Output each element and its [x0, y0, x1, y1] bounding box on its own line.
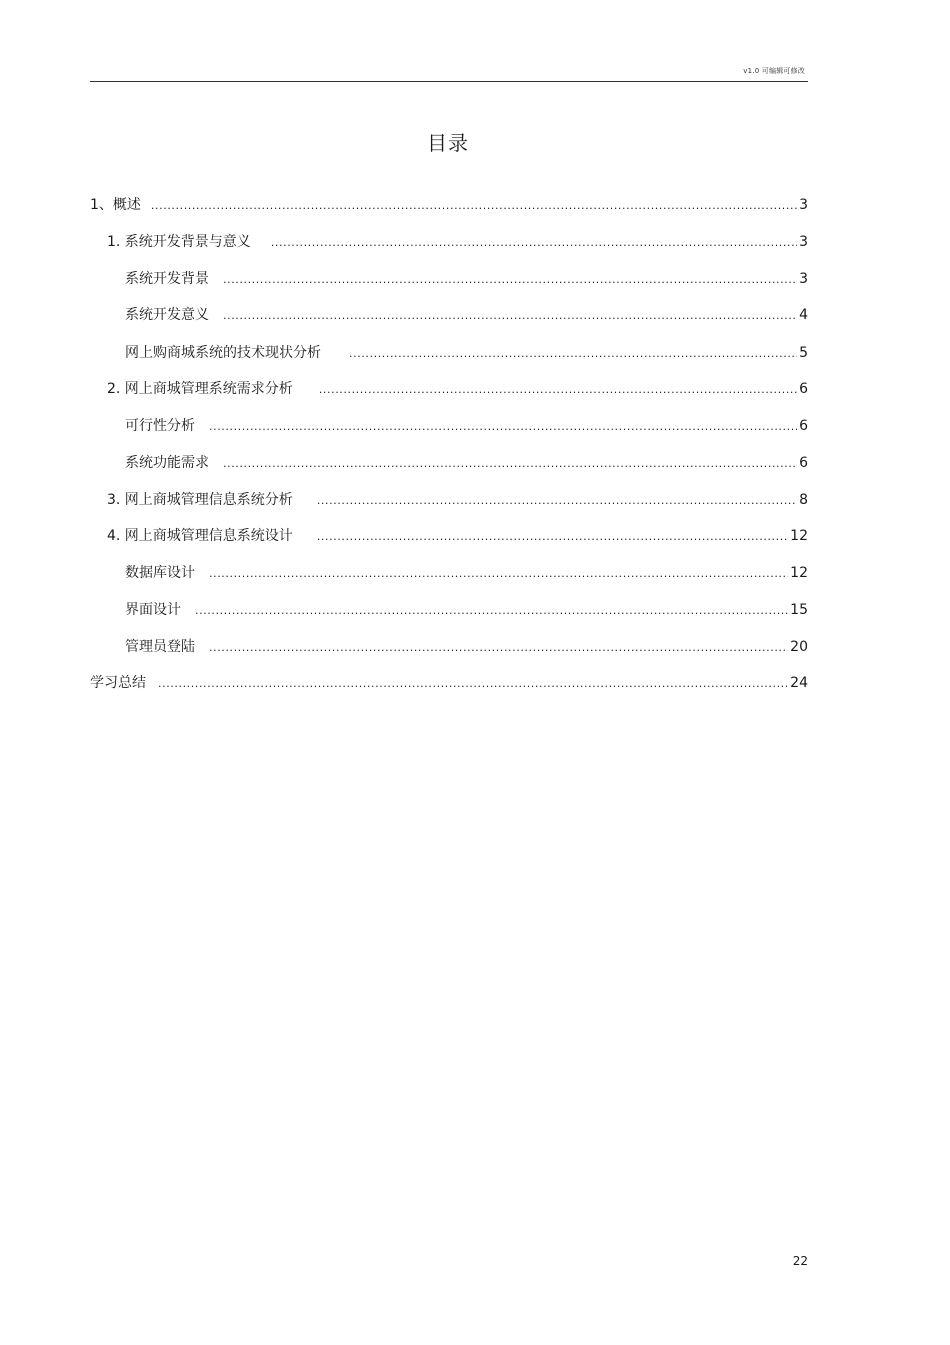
toc-dot-leader: [317, 526, 788, 548]
toc-entry[interactable]: [125, 452, 808, 474]
toc-entry-page: 6: [799, 381, 808, 397]
toc-entry[interactable]: [107, 525, 808, 547]
toc-entry-page: 8: [799, 492, 808, 508]
footer-page-number: 22: [792, 1254, 808, 1268]
toc-entry[interactable]: [107, 378, 808, 400]
toc-entry-page: 12: [790, 565, 808, 581]
toc-entry-label: 网上购商城系统的技术现状分析: [125, 345, 321, 361]
toc-entry[interactable]: [125, 268, 808, 290]
header-rule: [90, 81, 808, 82]
toc-dot-leader: [319, 379, 797, 401]
toc-entry[interactable]: [107, 489, 808, 511]
toc-dot-leader: [271, 232, 797, 254]
toc-entry-label: 3. 网上商城管理信息系统分析: [107, 492, 293, 508]
toc-entry[interactable]: [125, 636, 808, 658]
toc-entry[interactable]: [90, 194, 808, 216]
toc-title: 目录: [427, 131, 469, 155]
toc-dot-leader: [158, 673, 788, 695]
toc-entry-label: 学习总结: [90, 675, 146, 691]
toc-entry-label: 管理员登陆: [125, 639, 195, 655]
toc-entry[interactable]: [125, 415, 808, 437]
toc-entry-page: 4: [799, 307, 808, 323]
toc-dot-leader: [317, 490, 797, 512]
toc-entry[interactable]: [90, 672, 808, 694]
toc-dot-leader: [209, 637, 788, 659]
toc-dot-leader: [209, 416, 797, 438]
toc-entry-page: 3: [799, 234, 808, 250]
toc-entry-label: 系统开发背景: [125, 271, 209, 287]
toc-entry[interactable]: [125, 304, 808, 326]
toc-entry-label: 系统功能需求: [125, 455, 209, 471]
toc-entry-label: 1、概述: [90, 197, 141, 213]
toc-entry-label: 界面设计: [125, 602, 181, 618]
toc-entry-label: 可行性分析: [125, 418, 195, 434]
toc-entry-label: 2. 网上商城管理系统需求分析: [107, 381, 293, 397]
toc-entry[interactable]: [125, 562, 808, 584]
toc-entry-page: 20: [790, 639, 808, 655]
toc-entry[interactable]: [125, 342, 808, 364]
toc-dot-leader: [195, 600, 788, 622]
toc-entry-page: 3: [799, 271, 808, 287]
toc-entry[interactable]: [107, 231, 808, 253]
toc-dot-leader: [223, 269, 797, 291]
toc-dot-leader: [209, 563, 788, 585]
toc-entry-page: 3: [799, 197, 808, 213]
toc-dot-leader: [223, 453, 797, 475]
toc-entry-label: 4. 网上商城管理信息系统设计: [107, 528, 293, 544]
toc-entry-page: 6: [799, 418, 808, 434]
toc-entry-page: 15: [790, 602, 808, 618]
toc-entry-label: 数据库设计: [125, 565, 195, 581]
toc-entry-label: 系统开发意义: [125, 307, 209, 323]
toc-dot-leader: [223, 305, 797, 327]
header-version-note: v1.0 可编辑可修改: [743, 67, 805, 75]
toc-entry[interactable]: [125, 599, 808, 621]
toc-entry-page: 6: [799, 455, 808, 471]
toc-entry-page: 12: [790, 528, 808, 544]
toc-entry-page: 24: [790, 675, 808, 691]
toc-dot-leader: [151, 195, 797, 217]
toc-dot-leader: [349, 343, 797, 365]
toc-entry-page: 5: [799, 345, 808, 361]
toc-entry-label: 1. 系统开发背景与意义: [107, 234, 251, 250]
